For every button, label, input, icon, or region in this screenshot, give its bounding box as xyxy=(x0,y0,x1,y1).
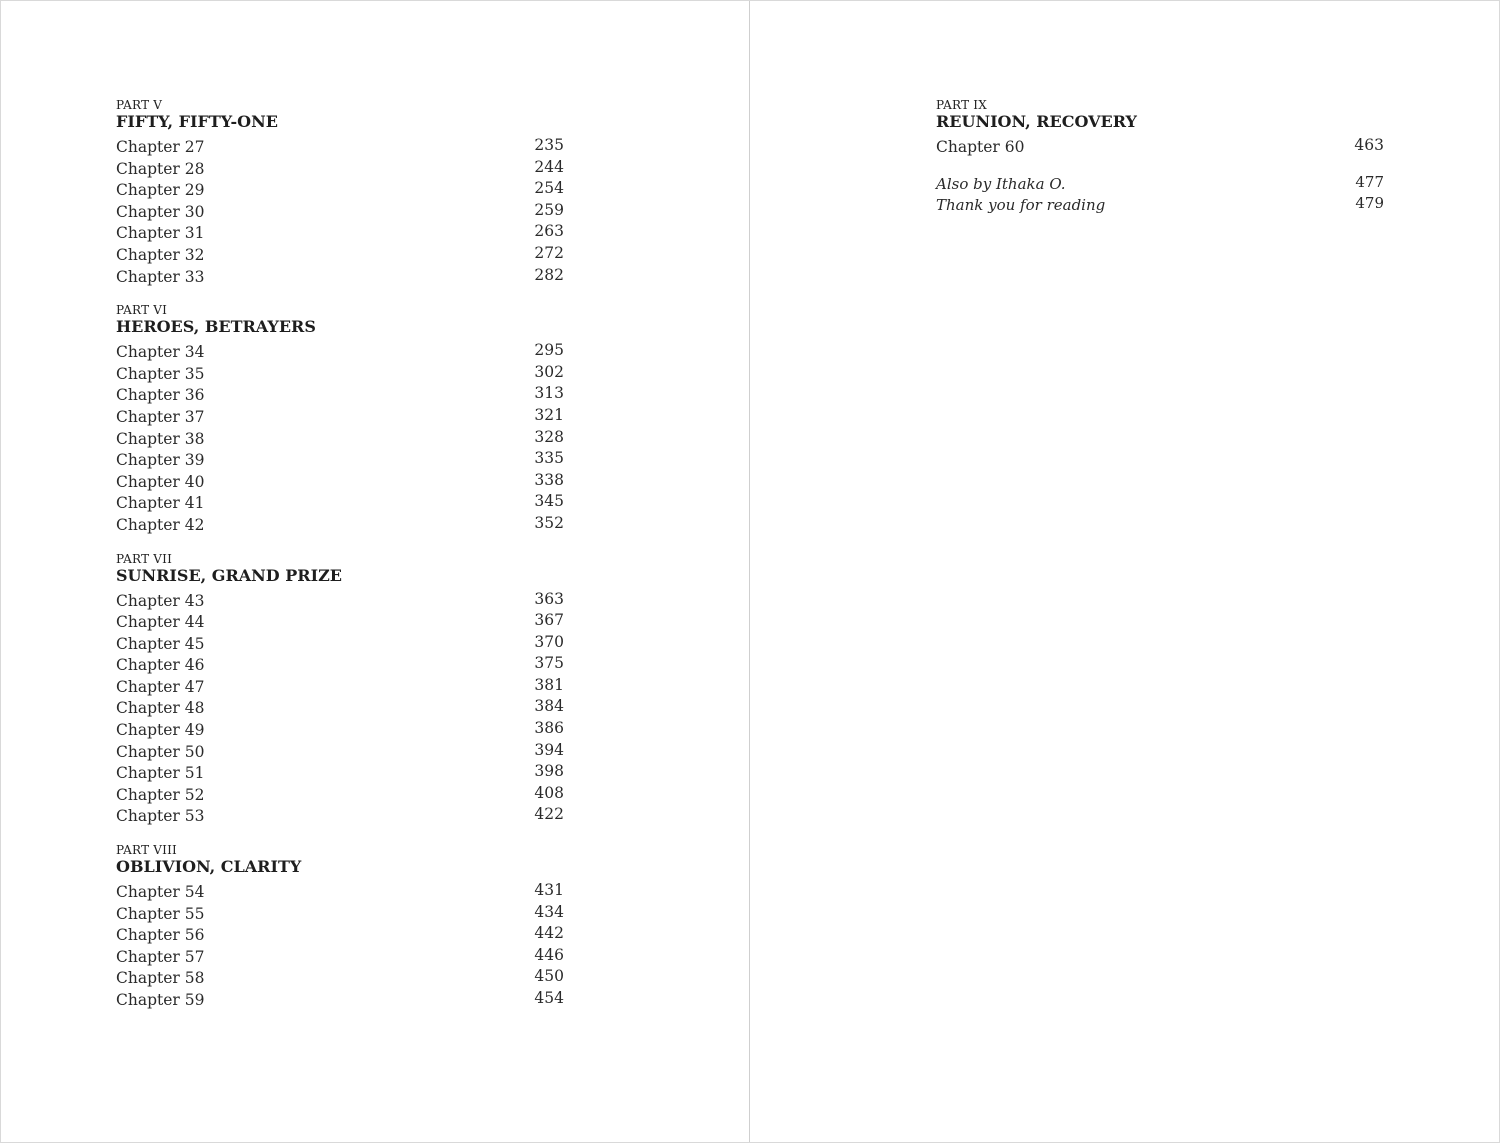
chapter-title: Chapter 39 xyxy=(116,451,205,470)
chapter-title: Chapter 33 xyxy=(116,267,205,286)
back-matter-entry[interactable] xyxy=(936,174,1384,196)
back-matter-title: Thank you for reading xyxy=(936,196,1106,215)
part-title: FIFTY, FIFTY-ONE xyxy=(116,112,278,131)
toc-entry[interactable] xyxy=(116,591,564,613)
page-number: 272 xyxy=(534,243,564,262)
toc-entry[interactable] xyxy=(116,245,564,267)
toc-entry[interactable] xyxy=(116,515,564,537)
table-of-contents-right xyxy=(936,98,1384,217)
chapter-title: Chapter 32 xyxy=(116,245,205,264)
page-number: 282 xyxy=(534,265,564,284)
toc-part xyxy=(116,303,564,536)
toc-entry[interactable] xyxy=(116,612,564,634)
chapter-title: Chapter 41 xyxy=(116,494,205,513)
part-title: REUNION, RECOVERY xyxy=(936,112,1137,131)
toc-entry[interactable] xyxy=(116,742,564,764)
page-number: 454 xyxy=(534,989,564,1007)
toc-entry[interactable] xyxy=(116,990,564,1012)
chapter-title: Chapter 31 xyxy=(116,224,205,243)
page-number: 446 xyxy=(534,945,564,964)
page-number: 302 xyxy=(534,362,564,381)
toc-entry[interactable] xyxy=(116,385,564,407)
part-label: PART IX xyxy=(936,98,987,112)
toc-part xyxy=(116,98,564,288)
page-number: 338 xyxy=(534,470,564,489)
page-number: 345 xyxy=(534,492,564,511)
page-number: 254 xyxy=(534,179,564,198)
chapter-title: Chapter 55 xyxy=(116,904,205,923)
page-number: 408 xyxy=(534,783,564,802)
toc-entry[interactable] xyxy=(116,925,564,947)
right-page xyxy=(750,1,1499,1142)
part-title: OBLIVION, CLARITY xyxy=(116,857,302,877)
back-matter-list xyxy=(936,174,1384,217)
toc-entry[interactable] xyxy=(116,429,564,451)
toc-entry[interactable] xyxy=(116,267,564,289)
page-number: 259 xyxy=(534,200,564,219)
page-number: 375 xyxy=(534,654,564,673)
toc-entry[interactable] xyxy=(116,655,564,677)
part-title: SUNRISE, GRAND PRIZE xyxy=(116,565,342,585)
chapter-title: Chapter 60 xyxy=(936,138,1025,156)
toc-entry[interactable] xyxy=(116,223,564,245)
chapter-title: Chapter 59 xyxy=(116,991,205,1009)
chapter-title: Chapter 46 xyxy=(116,656,205,675)
chapter-title: Chapter 42 xyxy=(116,515,205,534)
page-number: 263 xyxy=(534,222,564,241)
page-number: 313 xyxy=(534,384,564,403)
page-number: 235 xyxy=(534,136,564,154)
toc-entry[interactable] xyxy=(116,904,564,926)
chapter-title: Chapter 29 xyxy=(116,181,205,200)
chapter-title: Chapter 36 xyxy=(116,386,205,405)
toc-part xyxy=(116,843,564,1012)
toc-entry[interactable] xyxy=(116,634,564,656)
part-label: PART VI xyxy=(116,303,168,318)
page-number: 370 xyxy=(534,632,564,651)
page-number: 442 xyxy=(534,924,564,943)
chapter-title: Chapter 52 xyxy=(116,785,205,804)
toc-entry[interactable] xyxy=(116,677,564,699)
chapter-title: Chapter 37 xyxy=(116,407,205,426)
page-number: 328 xyxy=(534,427,564,446)
page-number: 394 xyxy=(534,740,564,759)
toc-entry[interactable] xyxy=(116,342,564,364)
chapter-title: Chapter 47 xyxy=(116,677,205,696)
part-label: PART V xyxy=(116,98,163,112)
toc-entry[interactable] xyxy=(116,698,564,720)
toc-entry[interactable] xyxy=(116,407,564,429)
toc-part xyxy=(116,552,564,829)
page-number: 244 xyxy=(534,157,564,176)
page-number: 295 xyxy=(534,341,564,360)
toc-entry[interactable] xyxy=(116,364,564,386)
page-number: 431 xyxy=(534,881,564,900)
chapter-title: Chapter 56 xyxy=(116,926,205,945)
page-number: 363 xyxy=(534,589,564,608)
chapter-title: Chapter 50 xyxy=(116,742,205,761)
chapter-title: Chapter 54 xyxy=(116,883,205,902)
page-number: 422 xyxy=(534,805,564,824)
page-number: 352 xyxy=(534,513,564,532)
page-number: 384 xyxy=(534,697,564,716)
toc-entry[interactable] xyxy=(116,159,564,181)
left-page xyxy=(1,1,750,1142)
toc-entry[interactable] xyxy=(116,472,564,494)
page-number: 450 xyxy=(534,967,564,986)
toc-entry[interactable] xyxy=(116,806,564,828)
page-number: 386 xyxy=(534,719,564,738)
page-number: 321 xyxy=(534,405,564,424)
chapter-title: Chapter 51 xyxy=(116,764,205,783)
toc-entry[interactable] xyxy=(116,180,564,202)
page-number: 463 xyxy=(1354,136,1384,154)
chapter-title: Chapter 57 xyxy=(116,947,205,966)
chapter-title: Chapter 58 xyxy=(116,969,205,988)
page-number: 398 xyxy=(534,762,564,781)
toc-entry[interactable] xyxy=(116,202,564,224)
chapter-title: Chapter 45 xyxy=(116,634,205,653)
toc-entry[interactable] xyxy=(116,785,564,807)
toc-entry[interactable] xyxy=(936,137,1384,159)
chapter-title: Chapter 44 xyxy=(116,613,205,632)
part-label: PART VIII xyxy=(116,843,177,858)
toc-entry[interactable] xyxy=(116,882,564,904)
toc-entry[interactable] xyxy=(116,450,564,472)
toc-entry[interactable] xyxy=(116,968,564,990)
chapter-title: Chapter 49 xyxy=(116,721,205,740)
page-number: 479 xyxy=(1355,194,1384,213)
chapter-title: Chapter 48 xyxy=(116,699,205,718)
page-number: 477 xyxy=(1355,172,1384,191)
part-label: PART VII xyxy=(116,551,173,566)
table-of-contents-left xyxy=(116,98,564,1027)
chapter-title: Chapter 28 xyxy=(116,159,205,178)
toc-entry[interactable] xyxy=(116,137,564,159)
toc-entry[interactable] xyxy=(116,763,564,785)
page-number: 381 xyxy=(534,675,564,694)
toc-entry[interactable] xyxy=(116,947,564,969)
toc-entry[interactable] xyxy=(116,493,564,515)
page-number: 367 xyxy=(534,611,564,630)
part-title: HEROES, BETRAYERS xyxy=(116,317,316,337)
chapter-title: Chapter 27 xyxy=(116,138,205,156)
back-matter-entry[interactable] xyxy=(936,195,1384,217)
chapter-title: Chapter 34 xyxy=(116,343,205,362)
chapter-title: Chapter 30 xyxy=(116,202,205,221)
toc-part xyxy=(936,98,1384,159)
chapter-title: Chapter 43 xyxy=(116,591,205,610)
chapter-title: Chapter 53 xyxy=(116,807,205,826)
toc-entry[interactable] xyxy=(116,720,564,742)
back-matter-title: Also by Ithaka O. xyxy=(936,174,1066,193)
chapter-title: Chapter 35 xyxy=(116,364,205,383)
page-number: 335 xyxy=(534,449,564,468)
page-number: 434 xyxy=(534,902,564,921)
chapter-title: Chapter 38 xyxy=(116,429,205,448)
chapter-title: Chapter 40 xyxy=(116,472,205,491)
